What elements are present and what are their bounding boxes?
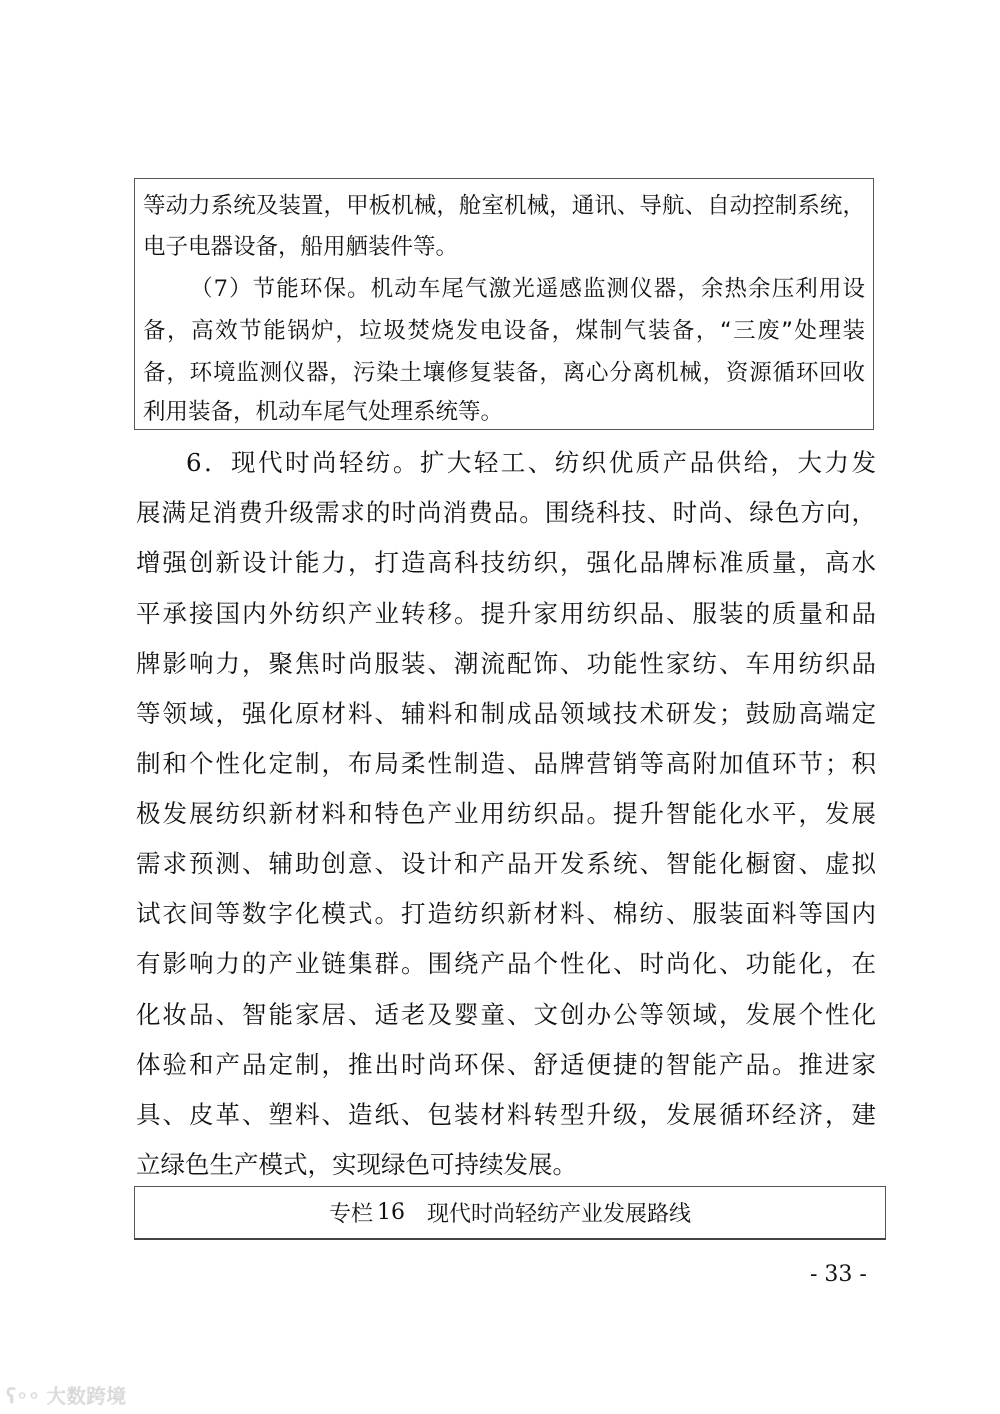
paragraph-line: 体验和产品定制，推出时尚环保、舒适便捷的智能产品。推进家	[136, 1050, 876, 1079]
watermark-icon: ʕ◦◦	[6, 1384, 40, 1408]
paragraph-line: 具、皮革、塑料、造纸、包装材料转型升级，发展循环经济，建	[136, 1100, 876, 1129]
box-line: 电子电器设备，船用舾装件等。	[143, 234, 459, 260]
page-number: - 33 -	[810, 1262, 867, 1287]
box-line: 利用装备，机动车尾气处理系统等。	[143, 399, 504, 425]
paragraph-line: 有影响力的产业链集群。围绕产品个性化、时尚化、功能化，在	[136, 949, 876, 978]
box-line: 等动力系统及装置，甲板机械，舱室机械，通讯、导航、自动控制系统，	[143, 193, 865, 219]
watermark-logo	[6, 1380, 126, 1409]
paragraph-line: 立绿色生产模式，实现绿色可持续发展。	[136, 1150, 577, 1179]
paragraph-line: 需求预测、辅助创意、设计和产品开发系统、智能化橱窗、虚拟	[136, 849, 876, 878]
box-line: 备，环境监测仪器，污染土壤修复装备，离心分离机械，资源循环回收	[143, 360, 865, 386]
boxed-list-section	[134, 178, 874, 430]
paragraph-line: 等领域，强化原材料、辅料和制成品领域技术研发；鼓励高端定	[136, 699, 876, 728]
paragraph-line: 展满足消费升级需求的时尚消费品。围绕科技、时尚、绿色方向，	[136, 498, 876, 527]
paragraph-line: 牌影响力，聚焦时尚服装、潮流配饰、功能性家纺、车用纺织品	[136, 649, 876, 678]
paragraph-line: 试衣间等数字化模式。打造纺织新材料、棉纺、服装面料等国内	[136, 899, 876, 928]
column-number: 16	[377, 1200, 405, 1225]
paragraph-line: 平承接国内外纺织产业转移。提升家用纺织品、服装的质量和品	[136, 599, 876, 628]
paragraph-line: 化妆品、智能家居、适老及婴童、文创办公等领域，发展个性化	[136, 1000, 876, 1029]
item-7-text: 机动车尾气激光遥感监测仪器，余热余压利用设	[370, 276, 865, 302]
paragraph-line: 增强创新设计能力，打造高科技纺织，强化品牌标准质量，高水	[136, 548, 876, 577]
paragraph-line: 极发展纺织新材料和特色产业用纺织品。提升智能化水平，发展	[136, 799, 876, 828]
column-title: 现代时尚轻纺产业发展路线	[427, 1202, 692, 1227]
watermark-text: 大数跨境	[46, 1384, 127, 1408]
paragraph-line: 制和个性化定制，布局柔性制造、品牌营销等高附加值环节；积	[136, 749, 876, 778]
column-box-header	[134, 1186, 886, 1240]
item-7-label: （7）节能环保。	[189, 276, 371, 302]
box-item-7	[143, 274, 865, 304]
paragraph-line: 6．现代时尚轻纺。扩大轻工、纺织优质产品供给，大力发	[186, 448, 876, 477]
column-prefix: 专栏	[328, 1202, 373, 1227]
box-line: 备，高效节能锅炉，垃圾焚烧发电设备，煤制气装备，“三废”处理装	[143, 318, 865, 344]
